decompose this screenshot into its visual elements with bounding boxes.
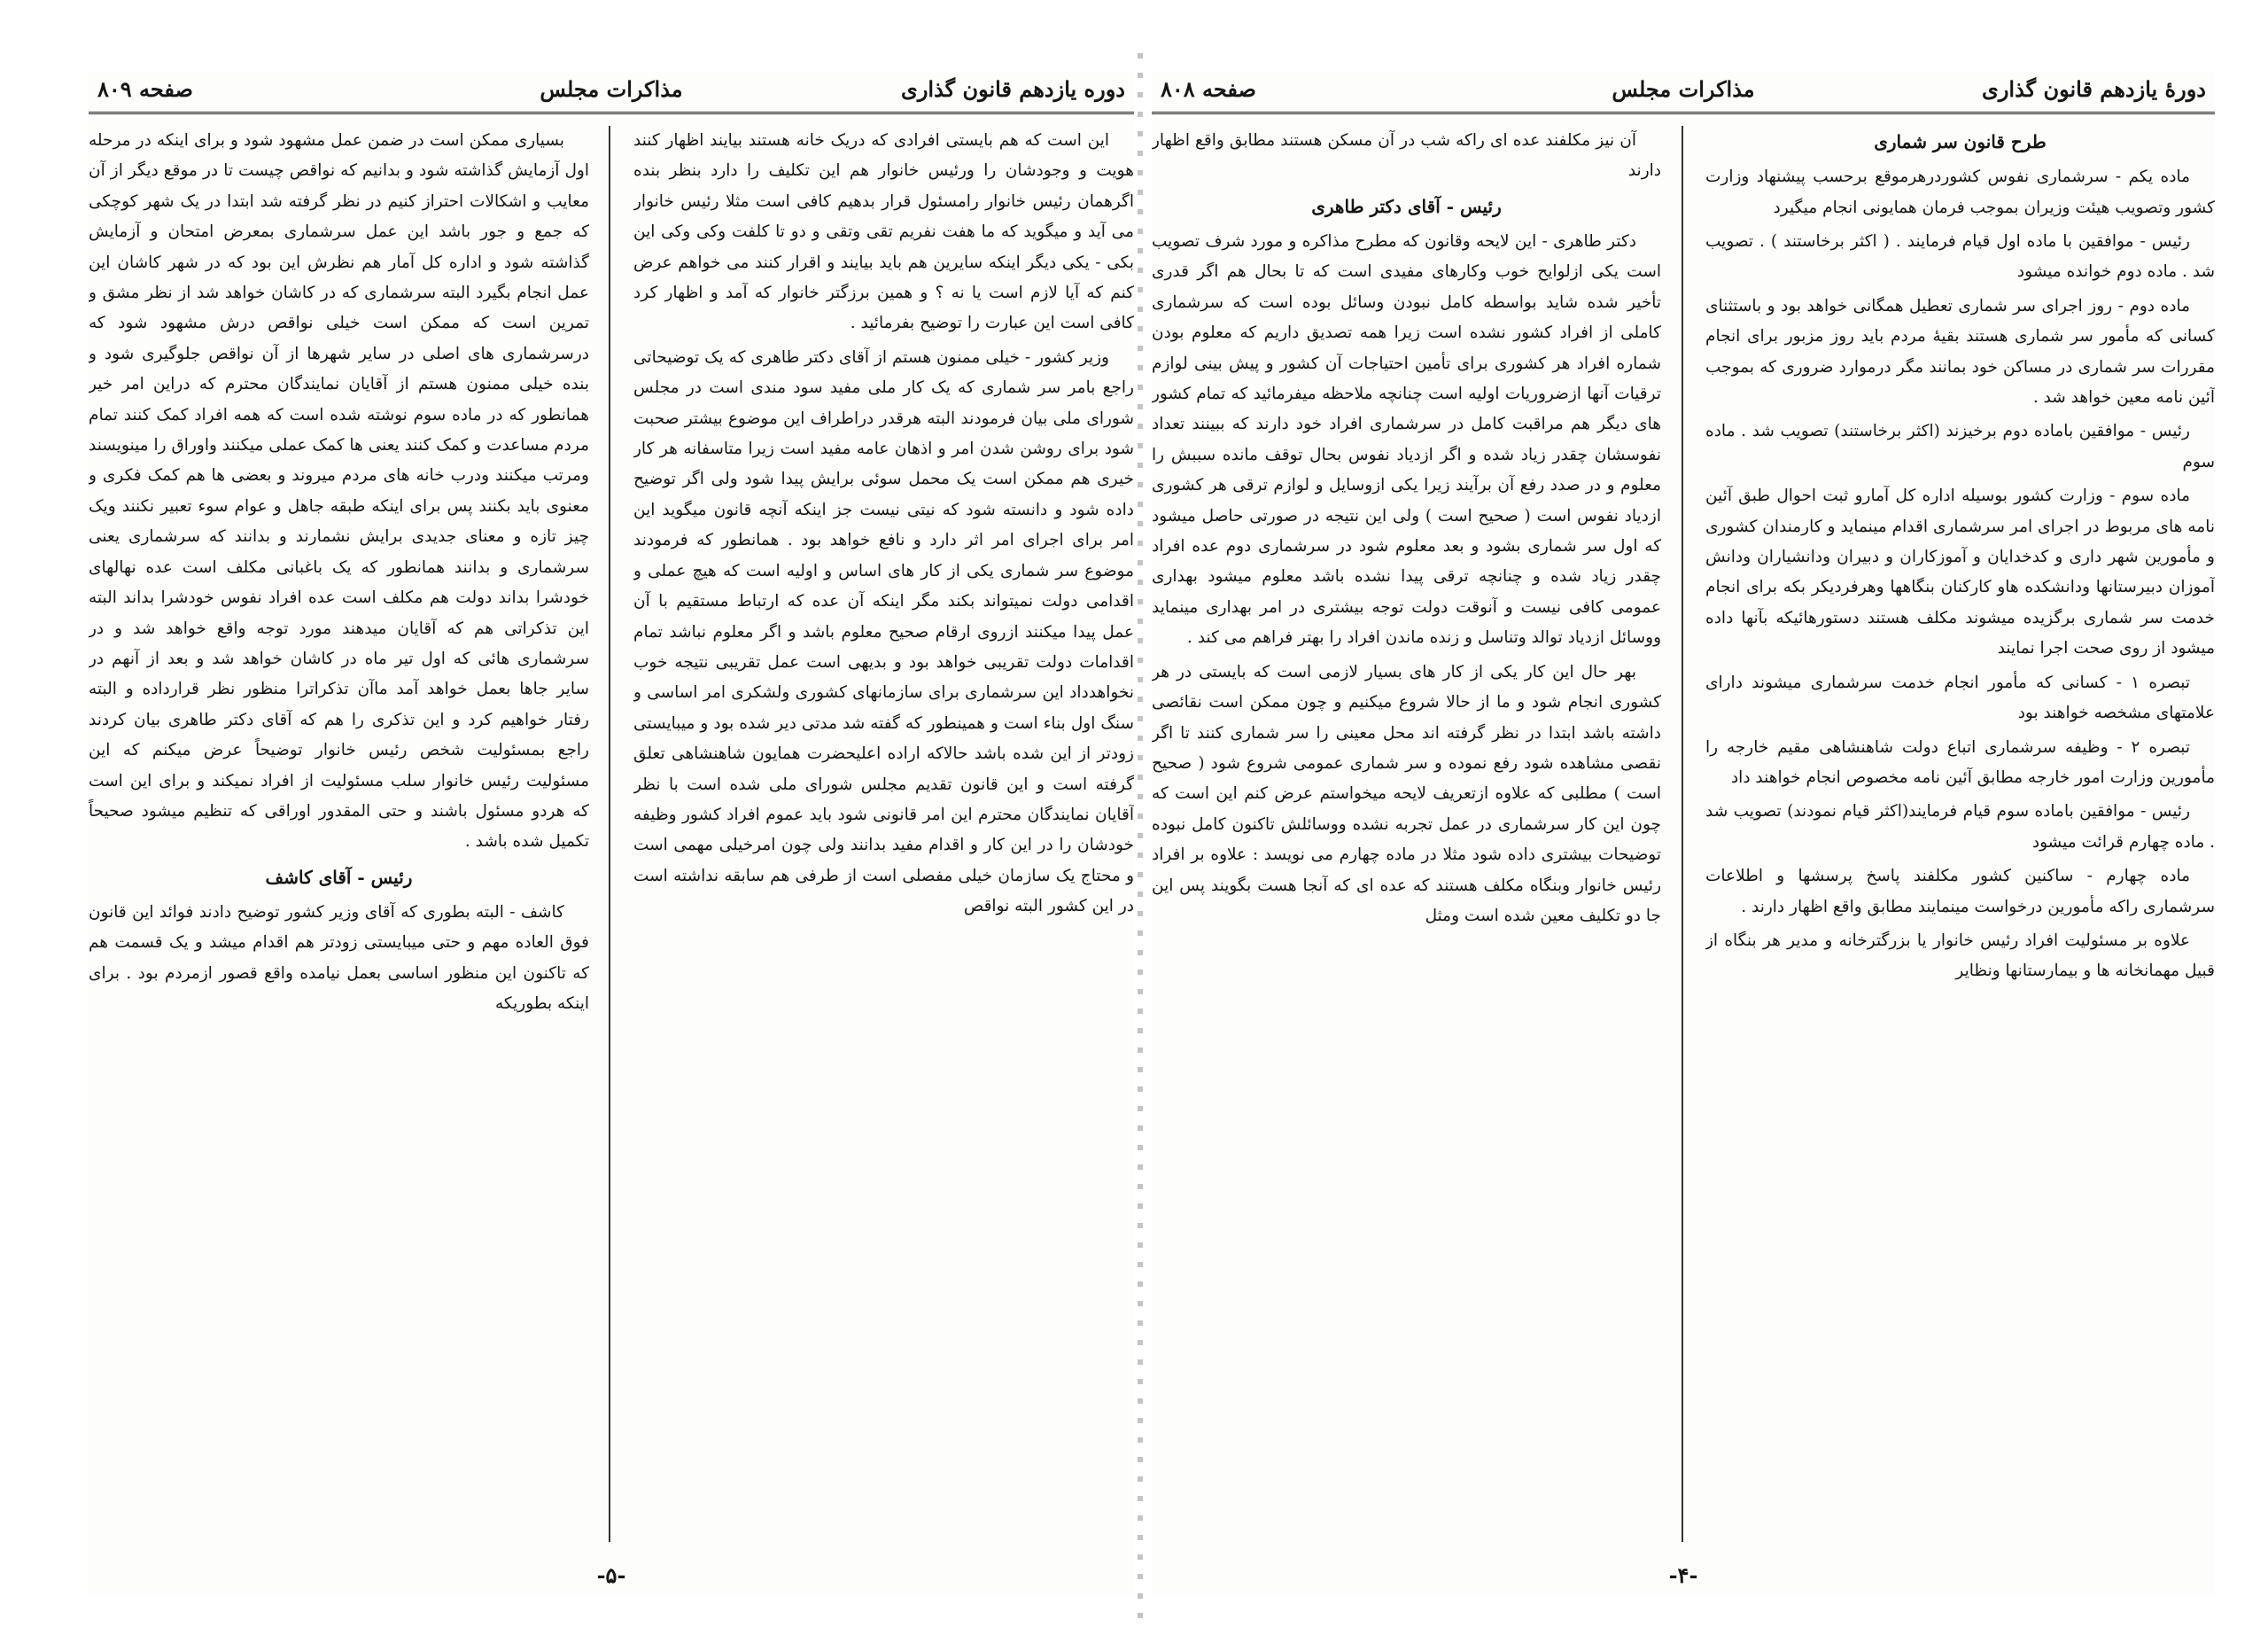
running-head (89, 71, 1134, 114)
journal-title: مذاکرات مجلس (1612, 76, 1755, 102)
section-title: طرح قانون سر شماری (1874, 131, 2047, 152)
page-gutter (1138, 53, 1143, 1631)
column-left (1152, 126, 1661, 1542)
column-right (633, 126, 1134, 1542)
page-number: صفحه ۸۰۹ (97, 76, 193, 102)
paragraph: کاشف - البته بطوری که آقای وزیر کشور توضیح دادند فوائد این قانون فوق العاده مهم و حتی میبایستی زودتر هم اقدام میشد و یک قسمت هم که تاکنون این منظور اساسی بعمل نیامده واقع قصور ازمردم بود . برای اینکه بطوریکه (89, 902, 589, 1014)
paragraph: علاوه بر مسئولیت افراد رئیس خانوار یا بزرگترخانه و مدیر هر بنگاه از قبیل مهمانخانه ها و بیمارستانها ونظایر (1705, 931, 2215, 981)
paragraph: رئیس - موافقین باماده دوم برخیزند (اکثر برخاستند) تصویب شد . ماده سوم (1705, 422, 2215, 471)
column-rule (1682, 126, 1683, 1542)
folio: -۴- (1668, 1562, 1698, 1588)
page-809 (89, 71, 1134, 1595)
folio: -۵- (596, 1562, 626, 1588)
column-right (1705, 126, 2215, 1542)
paragraph: آن نیز مکلفند عده ای راکه شب در آن مسکن هستند مطابق واقع اظهار دارند (1152, 131, 1661, 181)
paragraph: دکتر طاهری - این لایحه وقانون که مطرح مذاکره و مورد شرف تصویب است یکی ازلوایح خوب وکارهای مفیدی است که تا بحال هم اگر قدری تأخیر شده شاید بواسطه کامل نبودن وسائل بوده است که سرشماری کاملی از افراد کشور نشده است زیرا همه تصدیق داریم که معلوم بودن شماره افراد هر کشوری برای تأمین احتیاجات آن کشور و پیش بینی لوازم ترقیات آنها ازضروریات اولیه است چنانچه ملاحظه میفرمائید که تمام کشور های دیگر هم مراقبت کامل در سرشماری افراد خود دارند که ببینند تعداد نفوسشان چقدر زیاد شده و اگر ازدیاد نفوس بحال توقف مانده سببش را معلوم و در صدد رفع آن برآیند زیرا یکی ازوسایل و لوازم ترقی هر کشوری ازدیاد نفوس است ( صحیح است ) ولی این نتیجه در صورتی حاصل میشود که اول سر شماری بشود و بعد معلوم شود در سرشماری دوم عده افراد چقدر زیاد شده و چنانچه ترقی پیدا نشده باشد معلوم میشود بهداری عمومی کافی نیست و آنوقت دولت توجه بیشتری در امر بهداری مینماید ووسائل ازدیاد توالد وتناسل و زنده ماندن افراد را بهتر فراهم می کند . (1152, 232, 1661, 648)
text-columns (1152, 126, 2215, 1542)
paragraph: تبصره ۲ - وظیفه سرشماری اتباع دولت شاهنشاهی مقیم خارجه را مأمورین وزارت امور خارجه مطابق آئین نامه مخصوص انجام خواهند داد (1705, 737, 2215, 787)
page-number: صفحه ۸۰۸ (1161, 76, 1256, 102)
paragraph: ماده چهارم - ساکنین کشور مکلفند پاسخ پرسشها و اطلاعات سرشماری راکه مأمورین درخواست مینمایند مطابق واقع اظهار دارند . (1705, 867, 2215, 916)
session-label: دوره یازدهم قانون گذاری (901, 76, 1125, 102)
paragraph: این است که هم بایستی افرادی که دریک خانه هستند بیایند اظهار کنند هویت و وجودشان را ورئیس خانوار هم این تکلیف را دارد بنظر بنده اگرهمان رئیس خانوار رامسئول قرار بدهیم کافی است مثلا رئیس خانوار می آید و میگوید که ما هفت نفریم تقی وتقی و دو تا کلفت وکی وکی این بکی - یکی دیگر اینکه سایرین هم باید بیایند و اقرار کنند می خواهم عرض کنم که آیا لازم است یا نه ؟ و همین برزگتر خانوار که آمد و اظهار کرد کافی است این عبارت را توضیح بفرمائید . (633, 131, 1134, 333)
paragraph: رئیس - موافقین باماده سوم قیام فرمایند(اکثر قیام نمودند) تصویب شد . ماده چهارم قرائت میشود (1705, 802, 2215, 852)
column-left (89, 126, 589, 1542)
paragraph: تبصره ۱ - کسانی که مأمور انجام خدمت سرشماری میشوند دارای علامتهای مشخصه خواهند بود (1705, 673, 2215, 723)
column-rule (609, 126, 610, 1542)
session-label: دورهٔ یازدهم قانون گذاری (1982, 76, 2206, 102)
paragraph: ماده دوم - روز اجرای سر شماری تعطیل همگانی خواهد بود و باستثنای کسانی که مأمور سر شماری هستند بقیهٔ مردم باید روز مزبور برای انجام مقررات سر شماری در مساکن خود بمانند مگر درموارد ضروری که بموجب آئین نامه معین خواهد شد . (1705, 296, 2215, 408)
paragraph: وزیر کشور - خیلی ممنون هستم از آقای دکتر طاهری که یک توضیحاتی راجع بامر سر شماری که یک کار ملی مفید سود مندی است در مجلس شورای ملی بیان فرمودند البته هرقدر دراطراف این موضوع بیشتر صحبت شود برای روشن شدن امر و اذهان عامه مفید است زیرا متاسفانه هر کار خیری هم ممکن است یک محمل سوئی برایش پیدا شود ولی اگر توضیح داده شود و دانسته شود که نیتی نیست جز اینکه آنچه قانون میگوید این امر برای اجرای امر اثر دارد و نافع خواهد بود . همانطور که فرمودند موضوع سر شماری یکی از کار های اساس و اولیه است که هیچ عملی و اقدامی دولت نمیتواند بکند مگر اینکه آن عده که ارتباط مستقیم با آن عمل پیدا میکنند ازروی ارقام صحیح معلوم باشد و اگر معلوم نباشد تمام اقدامات دولت تقریبی خواهد بود و بدیهی است عمل تقریبی نتیجه خوب نخواهدداد این سرشماری برای سازمانهای کشوری ولشکری امر اساسی و سنگ اول بناء است و همینطور که گفته شد مدتی دیر شده بود و میبایستی زودتر از این شده باشد حالاکه اراده اعلیحضرت همایون شاهنشاهی تعلق گرفته است و این قانون تقدیم مجلس شورای ملی شده است با نظر آقایان نمایندگان محترم این امر قانونی شود باید عموم افراد کشور وظیفه خودشان را در این کار و اقدام مفید بدانند ولی چون امرخیلی مهمی است و محتاج یک سازمان خیلی مفصلی است از طرفی هم سابقه نداشته است در این کشور البته نواقص (633, 347, 1134, 916)
speaker-heading: رئیس - آقای کاشف (265, 866, 413, 888)
speaker-heading: رئیس - آقای دکتر طاهری (1311, 195, 1502, 217)
journal-title: مذاکرات مجلس (540, 76, 683, 102)
paragraph: ماده یکم - سرشماری نفوس کشوردرهرموقع برحسب پیشنهاد وزارت کشور وتصویب هیئت وزیران بموجب فرمان همایونی انجام میگیرد (1705, 167, 2215, 217)
page-808 (1152, 71, 2215, 1595)
paragraph: بسیاری ممکن است در ضمن عمل مشهود شود و برای اینکه در مرحله اول آزمایش گذاشته شود و بدانیم که نواقص چیست تا در موقع دیگر از آن معایب و اشکالات احتراز کنیم در نظر گرفته شد ابتدا در یک شهر کوچکی که جمع و جور باشد این عمل سرشماری بمعرض امتحان و آزمایش گذاشته شود و اداره کل آمار هم نظرش این بود که در شهر کاشان این عمل انجام بگیرد البته سرشماری که در کاشان خواهد شد از نظر مشق و تمرین است که ممکن است خیلی نواقص درش مشهود شود که درسرشماری های اصلی در سایر شهرها از آن نواقص جلوگیری شود و بنده خیلی ممنون هستم از آقایان نمایندگان محترم که دراین امر خیر همانطور که در ماده سوم نوشته شده است که همه افراد کمک کنند تمام مردم مساعدت و کمک کنند یعنی ها کمک عملی میکنند واوراق را مینویسند ومرتب میکنند ودرب خانه های مردم میروند و بعضی ها هم کمک فکری و معنوی باید بکنند پس برای اینکه طبقه جاهل و عوام سوء تعبیر نکنند ویک چیز تازه و معنای جدیدی برایش نشمارند و بدانند که سرشماری یعنی سرشماری و بدانند همانطور که یک باغبانی مکلف است عده نهالهای خودشرا بداند دولت هم مکلف است عده افراد نفوس خودشرا بداند البته این تذکراتی هم که آقایان میدهند مورد توجه واقع خواهد شد و در سرشماری هائی که اول تیر ماه در کاشان خواهد شد و بعد از آنهم در سایر جاها بعمل خواهد آمد ماآن تذکراترا منظور نظر قرارداده و البته رفتار خواهیم کرد و این تذکری را هم که آقای دکتر طاهری بیان کردند راجع بمسئولیت شخص رئیس خانوار توضیحاً عرض میکنم که این مسئولیت رئیس خانوار سلب مسئولیت از افراد نمیکند و برای این است که هردو مسئول باشند و حتی المقدور اوراقی که تنظیم میشود صحیحاً تکمیل شده باشد . (89, 131, 589, 852)
text-columns (89, 126, 1134, 1542)
paragraph: ماده سوم - وزارت کشور بوسیله اداره کل آمارو ثبت احوال طبق آئین نامه های مربوط در اجرای امر سرشماری اقدام مینماید و کارمندان کشوری و مأمورین شهر داری و کدخدایان و آموزکاران و دبیران ودانشیاران ودانش آموزان دبیرستانها ودانشکده هاو کارکنان بنگاهها وهرفردیکر بکه برای انجام خدمت سر شماری برگزیده میشوند مکلف هستند دستورهائیکه بآنها داده میشود از روی صحت اجرا نمایند (1705, 487, 2215, 658)
paragraph: بهر حال این کار یکی از کار های بسیار لازمی است که بایستی در هر کشوری انجام شود و ما از حالا شروع میکنیم و چون ممکن است نقائصی داشته باشد ابتدا در نظر گرفته اند محل معینی را سر شماری کنند تا اگر نقصی مشاهده شود رفع نموده و سر شماری عمومی شروع شود ( صحیح است ) مطلبی که علاوه ازتعریف لایحه میخواستم عرض کنم این است که چون این کار سرشماری در عمل تجربه نشده ووسائلش تاکنون کامل نبوده توضیحات بیشتری داده شود مثلا در ماده چهارم می نویسد : علاوه بر افراد رئیس خانوار وبنگاه مکلف هستند که عده ای که آنجا هست بگویند پس این جا دو تکلیف معین شده است ومثل (1152, 662, 1661, 925)
paragraph: رئیس - موافقین با ماده اول قیام فرمایند . ( اکثر برخاستند ) . تصویب شد . ماده دوم خوانده میشود (1705, 232, 2215, 282)
running-head (1152, 71, 2215, 114)
